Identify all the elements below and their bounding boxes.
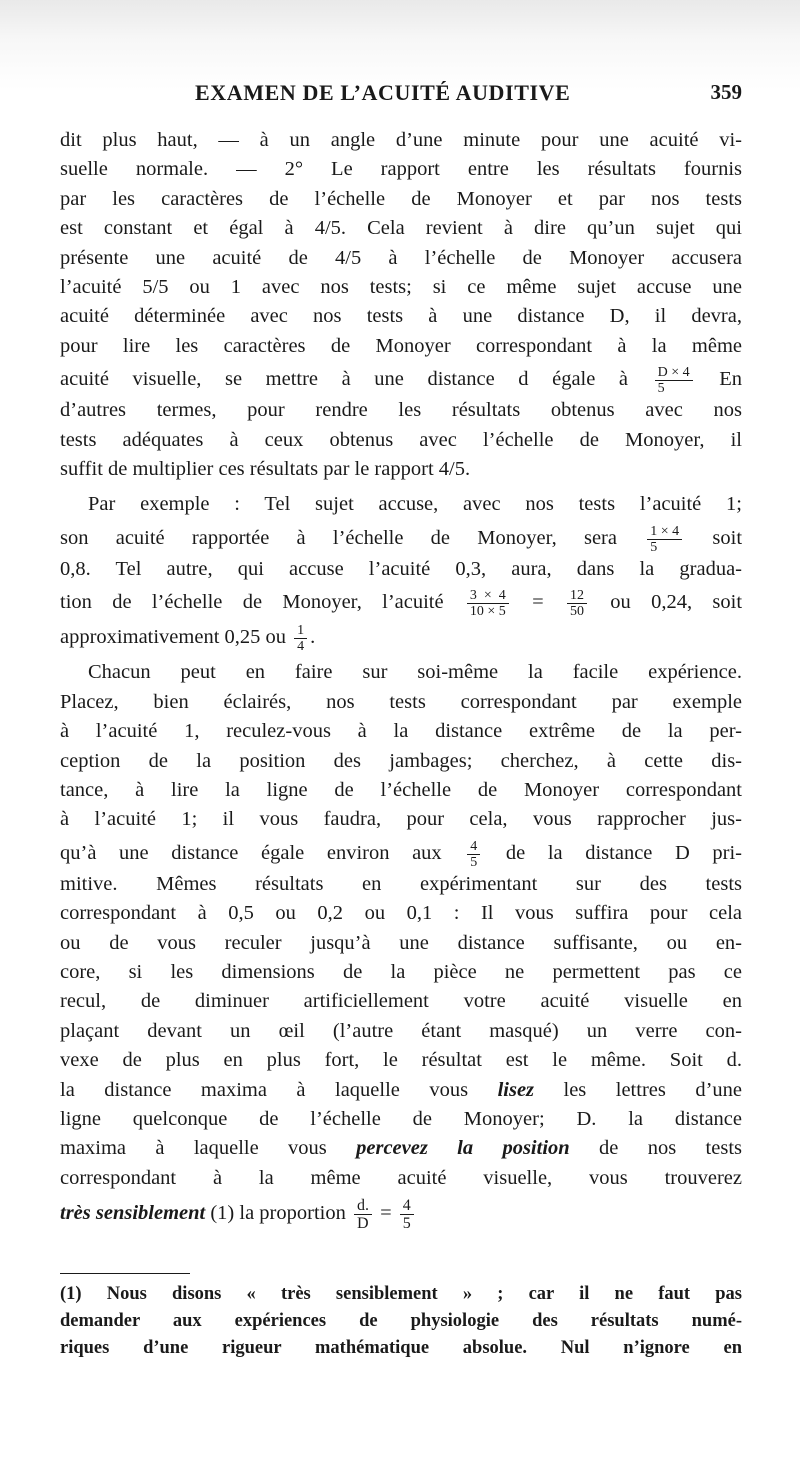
text-line: acuité déterminée avec nos tests à une distance D, il devra, — [60, 305, 742, 328]
text-line: ligne quelconque de l’échelle de Monoyer; D. la distance — [60, 1107, 742, 1130]
text-line: est constant et égal à 4/5. Cela revient à dire qu’un sujet qui — [60, 217, 742, 240]
text-line: présente une acuité de 4/5 à l’échelle de Monoyer accusera — [60, 246, 742, 269]
equals-sign: = — [380, 1202, 392, 1225]
text-line-with-fraction — [60, 588, 742, 619]
text-line: ception de la position des jambages; cherchez, à cette dis- — [60, 749, 742, 772]
text-segment: de nos tests — [599, 1137, 742, 1160]
text-line-with-fraction — [60, 839, 742, 870]
footnote-line: (1) Nous disons « très sensiblement » ; car il ne faut pas — [60, 1284, 742, 1304]
text-line: correspondant à la même acuité visuelle, vous trouverez — [60, 1166, 742, 1189]
body-text — [60, 126, 742, 1232]
paragraph-2 — [60, 490, 742, 654]
text-segment: tion de l’échelle de Monoyer, l’acuité — [60, 591, 444, 614]
text-segment: de la distance D pri- — [505, 841, 743, 864]
text-line: à l’acuité 1, reculez-vous à la distance extrême de la per- — [60, 720, 742, 743]
fraction-numerator: D × 4 — [655, 365, 693, 381]
fraction-numerator: 3 × 4 — [467, 588, 509, 604]
text-line: core, si les dimensions de la pièce ne permettent pas ce — [60, 960, 742, 983]
fraction-3-times-4-over-10-times-5 — [467, 588, 509, 619]
text-line: mitive. Mêmes résultats en expérimentant sur des tests — [60, 872, 742, 895]
equals-sign: = — [532, 591, 544, 614]
footnote-separator — [60, 1273, 190, 1274]
text-segment: En — [719, 368, 743, 391]
fraction-numerator: 4 — [400, 1197, 414, 1215]
text-segment: (1) la proportion — [210, 1202, 346, 1225]
running-head: EXAMEN DE L’ACUITÉ AUDITIVE — [195, 80, 571, 105]
text-line-with-fraction — [60, 623, 742, 654]
text-line: plaçant devant un œil (l’autre étant masqué) un verre con- — [60, 1019, 742, 1042]
text-line: correspondant à 0,5 ou 0,2 ou 0,1 : Il vous suffira pour cela — [60, 902, 742, 925]
text-line: à l’acuité 1; il vous faudra, pour cela, vous rapprocher jus- — [60, 808, 742, 831]
paragraph-3 — [60, 658, 742, 1232]
fraction-d-times-4-over-5 — [655, 365, 693, 396]
text-line: suffit de multiplier ces résultats par le rapport 4/5. — [60, 458, 471, 481]
text-line: par les caractères de l’échelle de Monoyer et par nos tests — [60, 187, 742, 210]
text-line: ou de vous reculer jusqu’à une distance suffisante, ou en- — [60, 931, 742, 954]
footnote — [60, 1281, 742, 1362]
footnote-line: demander aux expériences de physiologie des résultats numé- — [60, 1311, 742, 1331]
fraction-denominator: 5 — [650, 539, 658, 555]
fraction-numerator: d. — [354, 1197, 372, 1215]
text-segment: approximativement 0,25 ou — [60, 626, 287, 649]
page-header — [60, 80, 742, 108]
paragraph-1 — [60, 126, 742, 484]
italic-emphasis: très sensiblement — [60, 1202, 206, 1225]
text-line: Chacun peut en faire sur soi-même la facile expérience. — [88, 661, 742, 684]
fraction-4-over-5 — [467, 839, 480, 870]
page-number: 359 — [710, 80, 742, 104]
text-segment: . — [310, 626, 316, 649]
text-line: l’acuité 5/5 ou 1 avec nos tests; si ce même sujet accuse une — [60, 276, 742, 299]
fraction-d-over-D — [354, 1197, 372, 1232]
fraction-12-over-50 — [567, 588, 587, 619]
text-line: Par exemple : Tel sujet accuse, avec nos tests l’acuité 1; — [88, 493, 742, 516]
text-segment: qu’à une distance égale environ aux — [60, 841, 442, 864]
text-segment: ou 0,24, soit — [610, 591, 743, 614]
italic-emphasis: percevez la position — [356, 1137, 570, 1160]
text-segment: maxima à laquelle vous — [60, 1137, 327, 1160]
text-line-with-italic — [60, 1076, 742, 1105]
fraction-1-times-4-over-5 — [647, 524, 682, 555]
footnote-line: riques d’une rigueur mathématique absolue. Nul n’ignore en — [60, 1338, 742, 1358]
fraction-denominator: D — [356, 1215, 369, 1233]
fraction-denominator: 50 — [569, 604, 584, 620]
fraction-1-over-4 — [294, 623, 307, 654]
text-line-with-fraction — [60, 365, 742, 396]
text-segment: les lettres d’une — [563, 1078, 743, 1101]
text-line: d’autres termes, pour rendre les résultats obtenus avec nos — [60, 399, 742, 422]
fraction-numerator: 12 — [567, 588, 587, 604]
text-segment: soit — [712, 527, 743, 550]
text-segment: son acuité rapportée à l’échelle de Monoyer, sera — [60, 527, 617, 550]
text-line-with-fraction — [60, 524, 742, 555]
text-line: 0,8. Tel autre, qui accuse l’acuité 0,3, aura, dans la gradua- — [60, 557, 742, 580]
text-line-with-fraction — [60, 1197, 742, 1232]
text-line-with-italic — [60, 1134, 742, 1163]
text-segment: acuité visuelle, se mettre à une distance d égale à — [60, 368, 629, 391]
fraction-denominator: 5 — [470, 854, 478, 870]
fraction-denominator: 4 — [297, 639, 305, 655]
text-line: tance, à lire la ligne de l’échelle de Monoyer correspondant — [60, 778, 742, 801]
fraction-numerator: 1 × 4 — [647, 524, 682, 540]
fraction-4-over-5 — [400, 1197, 414, 1232]
text-line: vexe de plus en plus fort, le résultat est le même. Soit d. — [60, 1049, 742, 1072]
text-line: Placez, bien éclairés, nos tests correspondant par exemple — [60, 690, 742, 713]
text-line: recul, de diminuer artificiellement votre acuité visuelle en — [60, 990, 742, 1013]
fraction-numerator: 1 — [294, 623, 307, 639]
fraction-denominator: 10 × 5 — [469, 604, 506, 620]
fraction-denominator: 5 — [657, 381, 665, 397]
fraction-denominator: 5 — [402, 1215, 411, 1233]
text-line: suelle normale. — 2° Le rapport entre les résultats fournis — [60, 158, 742, 181]
text-line: tests adéquates à ceux obtenus avec l’échelle de Monoyer, il — [60, 428, 742, 451]
text-segment: la distance maxima à laquelle vous — [60, 1078, 469, 1101]
text-line: pour lire les caractères de Monoyer correspondant à la même — [60, 334, 742, 357]
text-line: dit plus haut, — à un angle d’une minute pour une acuité vi- — [60, 129, 742, 151]
italic-emphasis: lisez — [497, 1078, 535, 1101]
fraction-numerator: 4 — [467, 839, 480, 855]
